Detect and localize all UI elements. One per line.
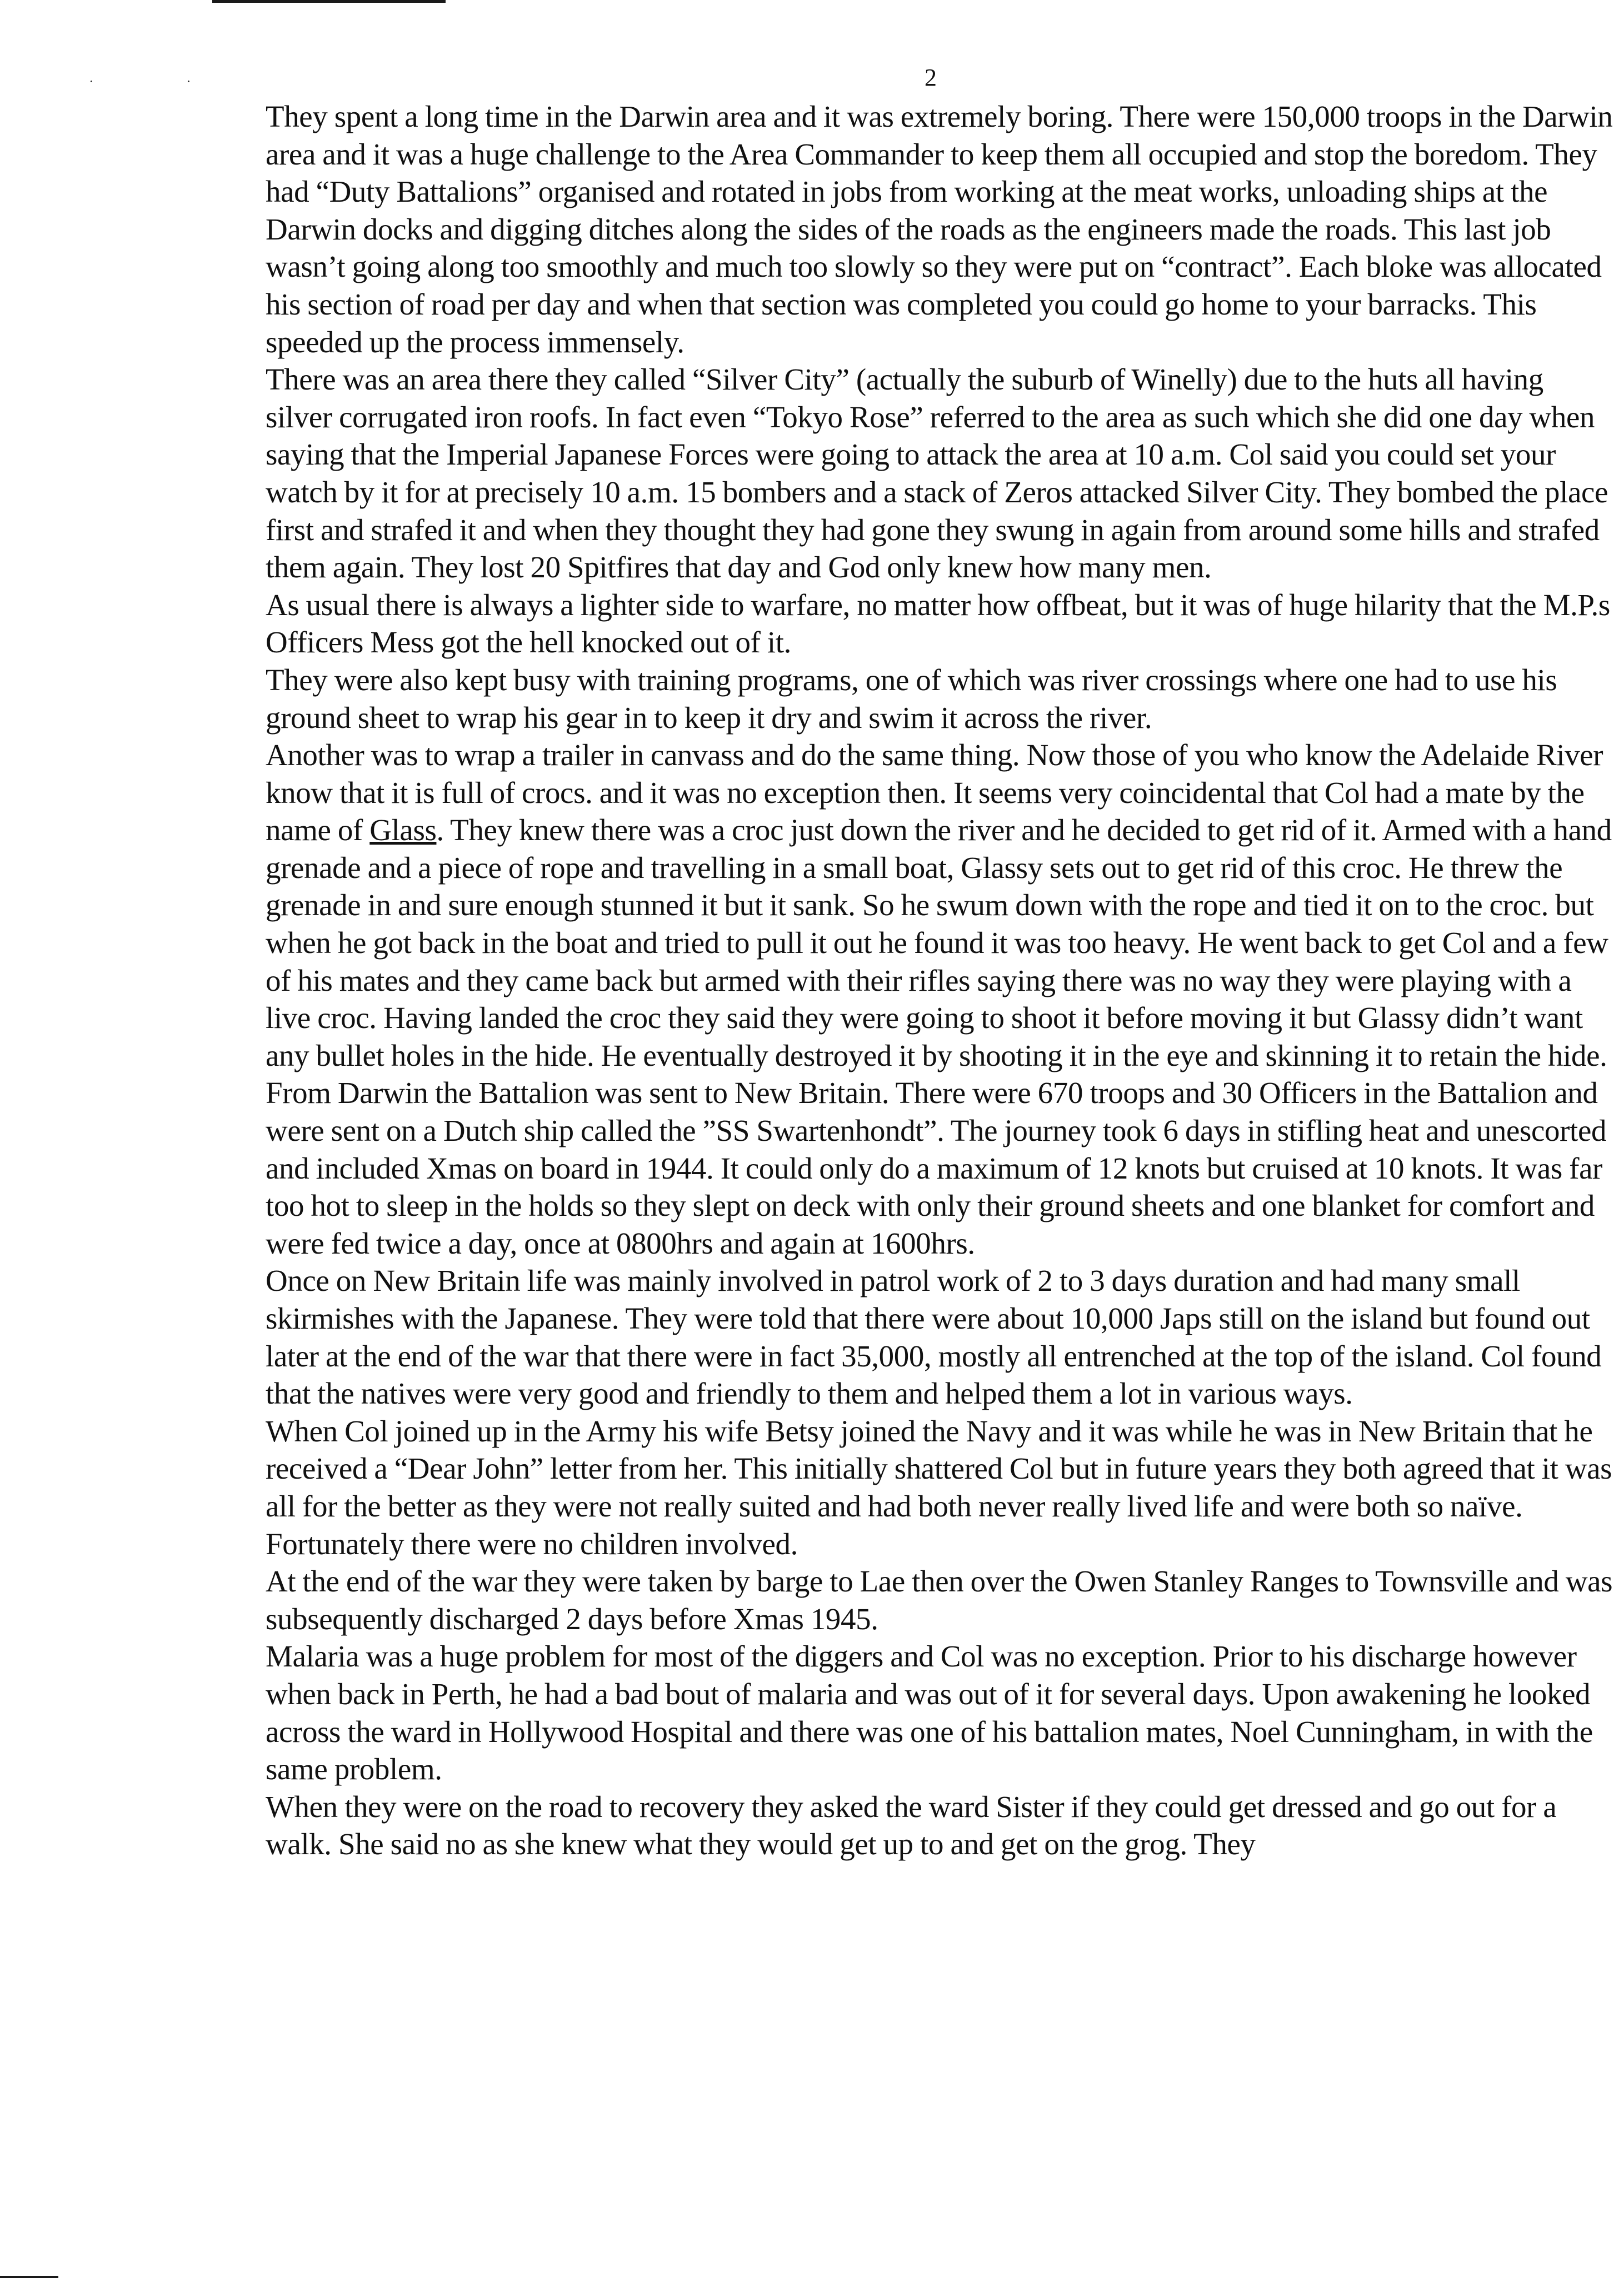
top-scan-edge-line [212, 0, 446, 3]
paragraph-patrol-work: Once on New Britain life was mainly involved in patrol work of 2 to 3 days duration and had many small skirmishes with the Japanese. They were told that there were about 10,000 Japs still on the island but found out later at the end of the war that there were in fact 35,000, mostly all entrenched at the top of the island. Col found that the natives were very good and friendly to them and helped them a lot in various ways. [266, 1264, 1602, 1411]
paragraph-silver-city: There was an area there they called “Silver City” (actually the suburb of Winelly) due to the huts all having silver corrugated iron roofs. In fact even “Tokyo Rose” referred to the area as such which she did one day when saying that the Imperial Japanese Forces were going to attack the area at 10 a.m. Col said you could set your watch by it for at precisely 10 a.m. 15 bombers and a stack of Zeros attacked Silver City. They bombed the place first and strafed it and when they thought they had gone they swung in again from around some hills and strafed them again. They lost 20 Spitfires that day and God only knew how many men. [266, 362, 1608, 585]
paragraph-lighter-side: As usual there is always a lighter side to warfare, no matter how offbeat, but it was of huge hilarity that the M.P.s Officers Mess got the hell knocked out of it. [266, 587, 1610, 660]
paragraph-end-of-war: At the end of the war they were taken by barge to Lae then over the Owen Stanley Ranges to Townsville and was subsequently discharged 2 days before Xmas 1945. [266, 1564, 1613, 1636]
croc-story-part-2: . They knew there was a croc just down the river and he decided to get rid of it. Armed with a hand grenade and a piece of rope and travelling in a small boat, Glassy sets out to get rid of this croc. He threw the grenade in and sure enough stunned it but it sank. So he swum down with the rope and tied it on to the croc. but when he got back in the boat and tried to pull it out he found it was too heavy. He went back to get Col and a few of his mates and they came back but armed with their rifles saying there was no way they were playing with a live croc. Having landed the croc they said they were going to shoot it before moving it but Glassy didn’t want any bullet holes in the hide. He eventually destroyed it by shooting it in the eye and skinning it to retain the hide. [266, 813, 1612, 1072]
bottom-scan-edge-line [0, 2276, 58, 2278]
paragraph-recovery: When they were on the road to recovery they asked the ward Sister if they could get dressed and go out for a walk. She said no as she knew what they would get up to and get on the grog. They [266, 1789, 1557, 1861]
paragraph-new-britain-voyage: From Darwin the Battalion was sent to New Britain. There were 670 troops and 30 Officers in the Battalion and were sent on a Dutch ship called the ”SS Swartenhondt”. The journey took 6 days in stifling heat and unescorted and included Xmas on board in 1944. It could only do a maximum of 12 knots but cruised at 10 knots. It was far too hot to sleep in the holds so they slept on deck with only their ground sheets and one blanket for comfort and were fed twice a day, once at 0800hrs and again at 1600hrs. [266, 1076, 1607, 1260]
paragraph-training-programs: They were also kept busy with training programs, one of which was river crossings where one had to use his ground sheet to wrap his gear in to keep it dry and swim it across the river. [266, 662, 1557, 735]
paragraph-malaria: Malaria was a huge problem for most of the diggers and Col was no exception. Prior to his discharge however when back in Perth, he had a bad bout of malaria and was out of it for several days. Upon awakening he looked across the ward in Hollywood Hospital and there was one of his battalion mates, Noel Cunningham, in with the same problem. [266, 1639, 1593, 1786]
page-number: 2 [925, 64, 937, 91]
paragraph-croc-story [266, 736, 1616, 1074]
underlined-name-glass: Glass [369, 813, 437, 847]
paragraph-dear-john: When Col joined up in the Army his wife Betsy joined the Navy and it was while he was in New Britain that he received a “Dear John” letter from her. This initially shattered Col but in future years they both agreed that it was all for the better as they were not really suited and had both never really lived life and were both so naïve. Fortunately there were no children involved. [266, 1414, 1612, 1561]
paragraph-darwin-area: They spent a long time in the Darwin area and it was extremely boring. There were 150,000 troops in the Darwin area and it was a huge challenge to the Area Commander to keep them all occupied and stop the boredom. They had “Duty Battalions” organised and rotated in jobs from working at the meat works, unloading ships at the Darwin docks and digging ditches along the sides of the roads as the engineers made the roads. This last job wasn’t going along too smoothly and much too slowly so they were put on “contract”. Each bloke was allocated his section of road per day and when that section was completed you could go home to your barracks. This speeded up the process immensely. [266, 99, 1613, 359]
document-body [266, 98, 1616, 1863]
scan-specks: · · [89, 73, 236, 89]
croc-story-part-1: Another was to wrap a trailer in canvass and do the same thing. Now those of you who know the Adelaide River know that it is full of crocs. and it was no exception then. It seems very coincidental that Col had a mate by the name of [266, 738, 1603, 847]
